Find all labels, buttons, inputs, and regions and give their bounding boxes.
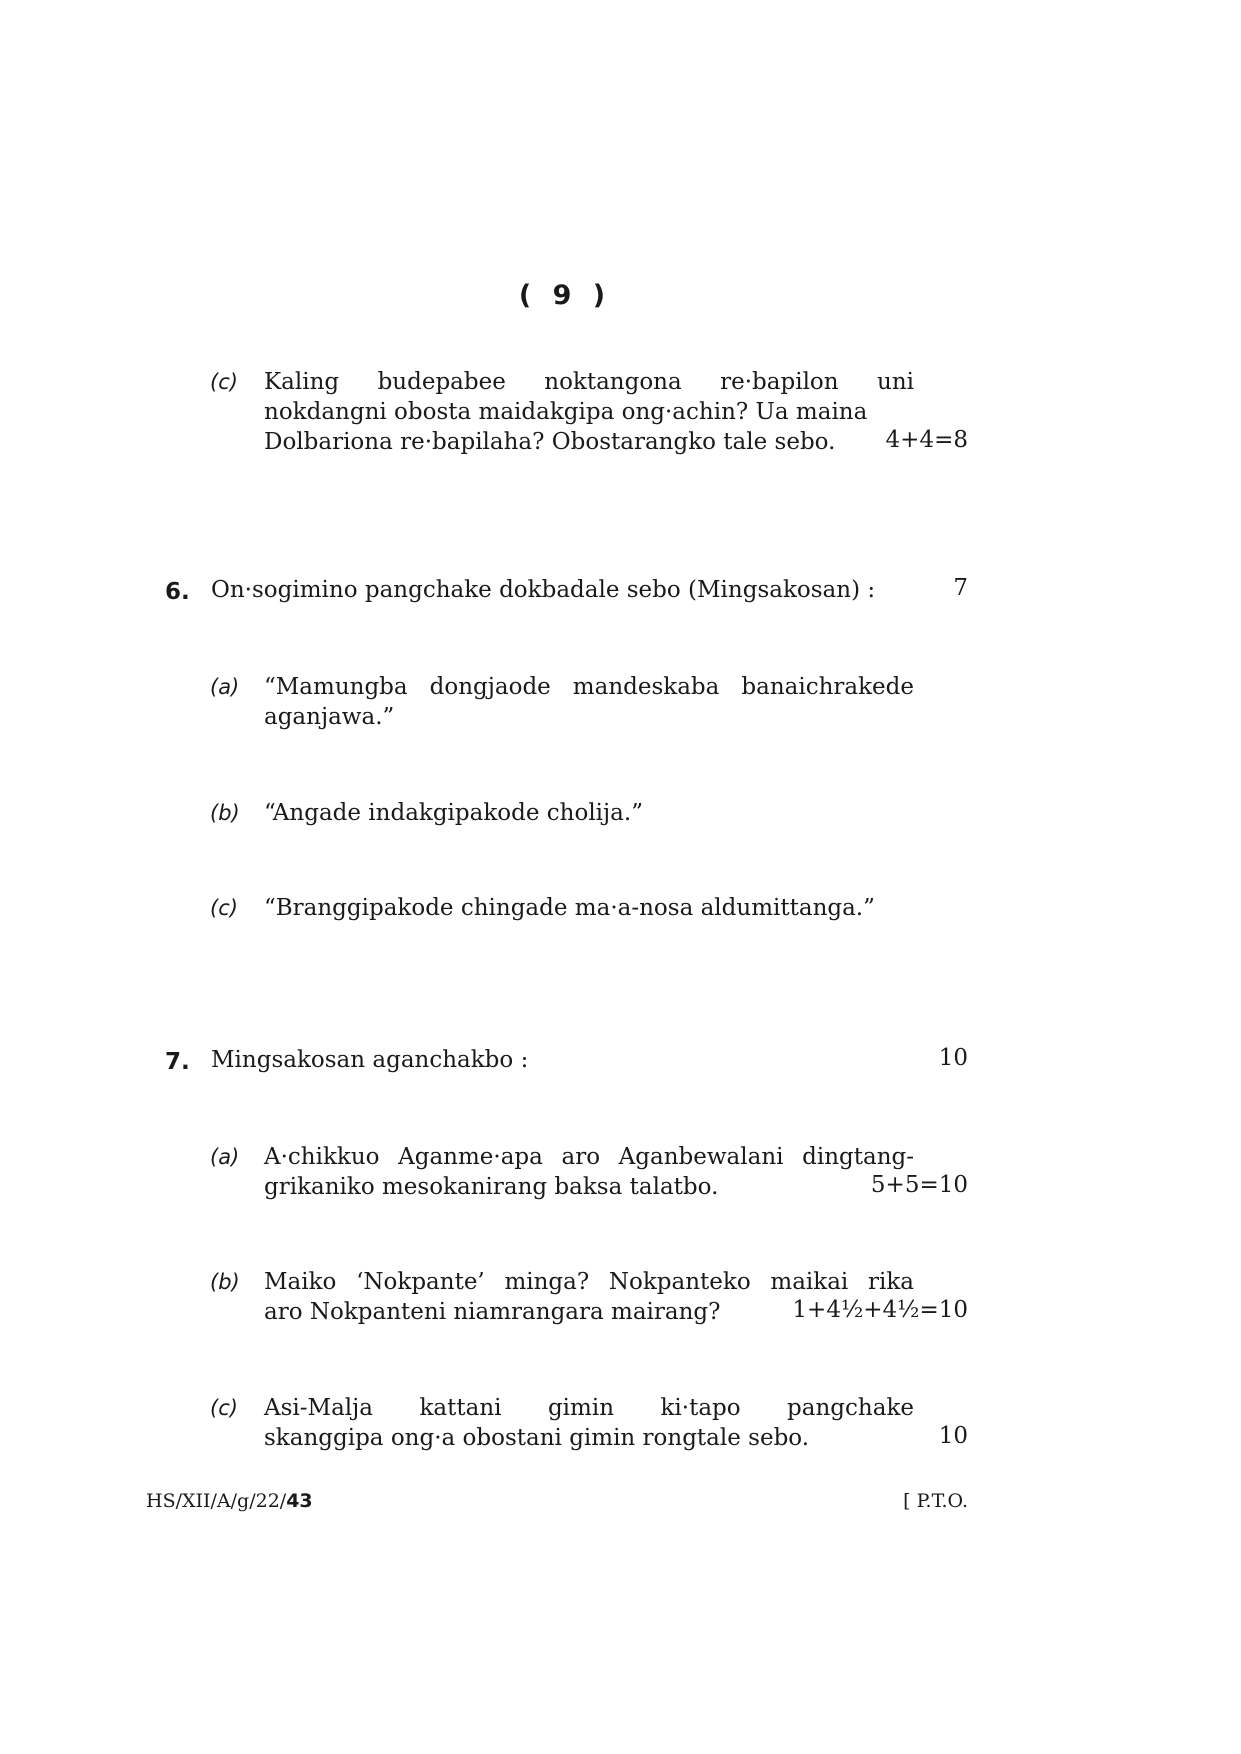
q7c-label: (c) [210, 1396, 238, 1420]
q7-number: 7. [165, 1049, 190, 1075]
q7-marks: 10 [938, 1045, 968, 1071]
q7a-line2: grikaniko mesokanirang baksa talatbo. [264, 1174, 719, 1200]
q7a-label: (a) [210, 1145, 240, 1169]
q5c-line3: Dolbariona re·bapilaha? Obostarangko tale sebo. [264, 429, 836, 455]
q7a-line1: A·chikkuo Aganme·apa aro Aganbewalani dingtang- [264, 1144, 914, 1170]
q6b-label: (b) [210, 801, 240, 825]
footer-code [146, 1490, 313, 1512]
q5c-line2: nokdangni obosta maidakgipa ong·achin? Ua maina [264, 399, 868, 425]
q7-text: Mingsakosan aganchakbo : [211, 1047, 529, 1073]
q7c-line2: skanggipa ong·a obostani gimin rongtale sebo. [264, 1425, 810, 1451]
q6-number: 6. [165, 579, 190, 605]
q6-marks: 7 [953, 575, 968, 601]
q7c-line1: Asi-Malja kattani gimin ki·tapo pangchake [264, 1395, 914, 1421]
q6a-line1: “Mamungba dongjaode mandeskaba banaichrakede [264, 674, 914, 700]
q5c-label: (c) [210, 370, 238, 394]
footer-pto: [ P.T.O. [903, 1490, 968, 1512]
footer-code-number: 43 [286, 1490, 313, 1512]
q7b-marks: 1+4½+4½=10 [792, 1297, 968, 1323]
q7a-marks: 5+5=10 [870, 1172, 968, 1198]
q6a-line2: aganjawa.” [264, 704, 395, 730]
q5c-marks: 4+4=8 [885, 427, 968, 453]
q6-text: On·sogimino pangchake dokbadale sebo (Mingsakosan) : [211, 577, 876, 603]
q7b-label: (b) [210, 1270, 240, 1294]
q6a-label: (a) [210, 675, 240, 699]
q7b-line2: aro Nokpanteni niamrangara mairang? [264, 1299, 721, 1325]
q7c-marks: 10 [938, 1423, 968, 1449]
q6b-text: “Angade indakgipakode cholija.” [264, 800, 643, 826]
footer-code-prefix: HS/XII/A/g/22/ [146, 1490, 287, 1512]
q7b-line1: Maiko ‘Nokpante’ minga? Nokpanteko maikai rika [264, 1269, 914, 1295]
q5c-line1: Kaling budepabee noktangona re·bapilon uni [264, 369, 914, 395]
q6c-label: (c) [210, 896, 238, 920]
page-number: ( 9 ) [518, 280, 612, 311]
q6c-text: “Branggipakode chingade ma·a-nosa aldumittanga.” [264, 895, 875, 921]
